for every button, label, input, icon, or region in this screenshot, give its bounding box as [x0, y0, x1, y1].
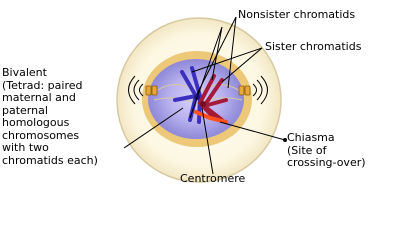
bivalent-label: Bivalent (Tetrad: paired maternal and paternal homologous chromosomes with two chromatids each)	[2, 66, 98, 167]
centromere-paternal	[200, 101, 206, 107]
nonsister-chromatids-label: Nonsister chromatids	[238, 8, 356, 21]
sister-chromatids-label: Sister chromatids	[265, 40, 362, 53]
chiasma-label: Chiasma (Site of crossing-over)	[287, 131, 366, 169]
centromere-label: Centromere	[180, 172, 246, 185]
